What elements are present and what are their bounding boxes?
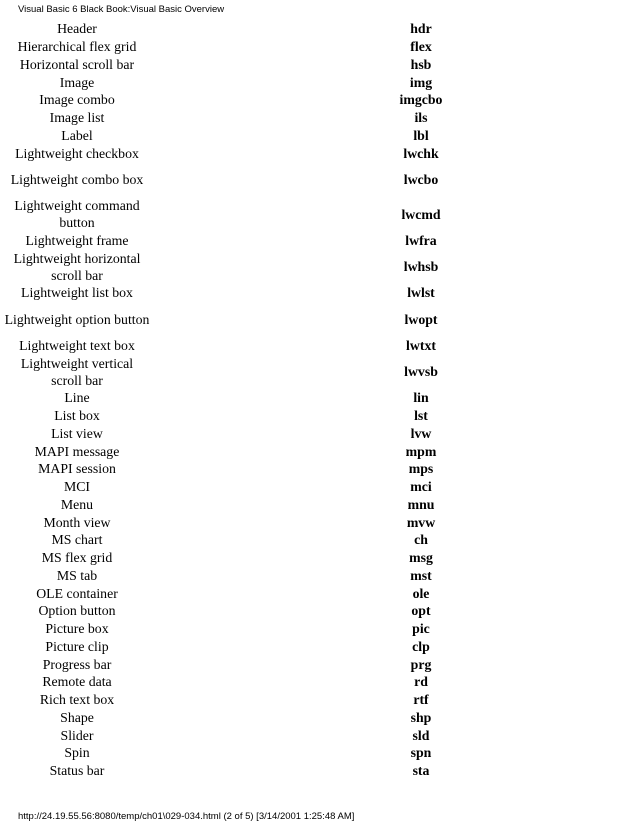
control-name: Lightweight command button [14,198,140,231]
control-prefix: mvw [406,514,436,530]
control-prefix: hsb [410,56,432,72]
control-prefix: lvw [410,425,432,441]
control-prefix: hdr [410,21,432,37]
control-prefix: mps [408,461,434,477]
control-prefix: mst [410,567,432,583]
control-prefix: lwhsb [403,259,439,275]
control-prefix: sta [412,763,430,779]
table-row [4,655,634,673]
table-row [4,442,634,460]
table-row [4,73,634,91]
control-prefix: lwlst [407,285,435,301]
table-row [4,144,634,162]
control-prefix: lwcbo [403,171,439,187]
control-name: Hierarchical flex grid [17,39,137,55]
table-row [4,425,634,443]
control-prefix: imgcbo [399,92,443,108]
control-prefix: lwvsb [404,364,438,380]
control-prefix: lbl [413,127,429,143]
control-name: Status bar [49,763,105,779]
control-name: MS tab [56,567,98,583]
control-name: Lightweight horizontal scroll bar [13,250,141,283]
table-row [4,337,634,355]
control-prefix: sld [412,727,430,743]
control-name: Lightweight frame [25,232,129,248]
control-name: Option button [38,603,116,619]
control-prefix: clp [412,638,430,654]
table-row [4,602,634,620]
control-prefix: lwfra [405,232,437,248]
table-row [4,744,634,762]
control-name: Lightweight combo box [10,171,144,187]
table-row [4,478,634,496]
table-row [4,109,634,127]
control-prefix: spn [410,745,432,761]
control-name: Header [57,21,97,37]
control-prefix: msg [409,550,433,566]
table-row [4,549,634,567]
table-row [4,726,634,744]
table-row [4,496,634,514]
control-prefix: lwopt [404,311,438,327]
table-row [4,691,634,709]
table-row [4,284,634,302]
control-prefix: ole [412,585,430,601]
control-name: Spin [64,745,90,761]
table-row [4,638,634,656]
control-name: Lightweight option button [4,311,150,327]
control-name: MCI [63,479,91,495]
control-name: Shape [60,709,94,725]
control-name: Month view [43,514,111,530]
control-name: OLE container [36,585,118,601]
control-prefix: lin [413,390,429,406]
control-name: Picture clip [45,638,109,654]
control-prefix: prg [410,656,432,672]
control-name: Lightweight checkbox [15,145,139,161]
control-prefix: lwtxt [406,337,436,353]
control-prefix: pic [412,621,430,637]
control-prefix: rtf [413,692,429,708]
table-row [4,232,634,250]
control-name: Horizontal scroll bar [19,56,135,72]
table-row [4,709,634,727]
table-row [4,302,634,337]
control-prefix: flex [410,39,432,55]
control-prefix-table [4,20,634,780]
control-name: Label [61,127,93,143]
control-name: Picture box [45,621,109,637]
table-row [4,56,634,74]
table-row [4,460,634,478]
control-name: Progress bar [42,656,112,672]
table-row [4,762,634,780]
table-row [4,38,634,56]
table-row [4,91,634,109]
table-row [4,531,634,549]
control-name: Image [59,74,95,90]
table-row [4,407,634,425]
control-prefix: ch [414,532,428,548]
page-footer-url: http://24.19.55.56:8080/temp/ch01\029-034.html (2 of 5) [3/14/2001 1:25:48 AM] [18,811,355,822]
control-name: MS flex grid [41,550,113,566]
control-prefix: opt [411,603,431,619]
table-row [4,389,634,407]
control-prefix: mci [410,479,432,495]
control-prefix: mnu [407,496,435,512]
control-name: MAPI session [38,461,116,477]
table-row [4,354,634,389]
control-prefix: lwcmd [401,206,441,222]
table-row [4,249,634,284]
control-name: MAPI message [34,443,120,459]
control-name: MS chart [51,532,103,548]
control-name: Lightweight list box [21,285,133,301]
table-row [4,567,634,585]
page-header: Visual Basic 6 Black Book:Visual Basic Overview [18,4,225,15]
control-name: Slider [60,727,94,743]
control-prefix: shp [410,709,432,725]
table-row [4,20,634,38]
control-name: List box [54,408,100,424]
table-row [4,197,634,232]
table-row [4,620,634,638]
control-prefix: rd [414,674,428,690]
control-prefix: img [409,74,433,90]
control-name: Menu [60,496,94,512]
table-row [4,673,634,691]
control-prefix: lst [414,408,428,424]
table-row [4,584,634,602]
table-row [4,162,634,197]
table-row [4,513,634,531]
control-name: Lightweight vertical scroll bar [20,355,134,388]
control-prefix: lwchk [403,145,439,161]
control-name: Line [64,390,90,406]
control-prefix: ils [414,110,428,126]
control-name: Image combo [39,92,115,108]
control-prefix: mpm [405,443,437,459]
control-name: Remote data [42,674,112,690]
control-name: Image list [49,110,105,126]
control-name: Rich text box [39,692,115,708]
control-name: List view [51,425,103,441]
table-row [4,127,634,145]
control-name: Lightweight text box [19,337,135,353]
